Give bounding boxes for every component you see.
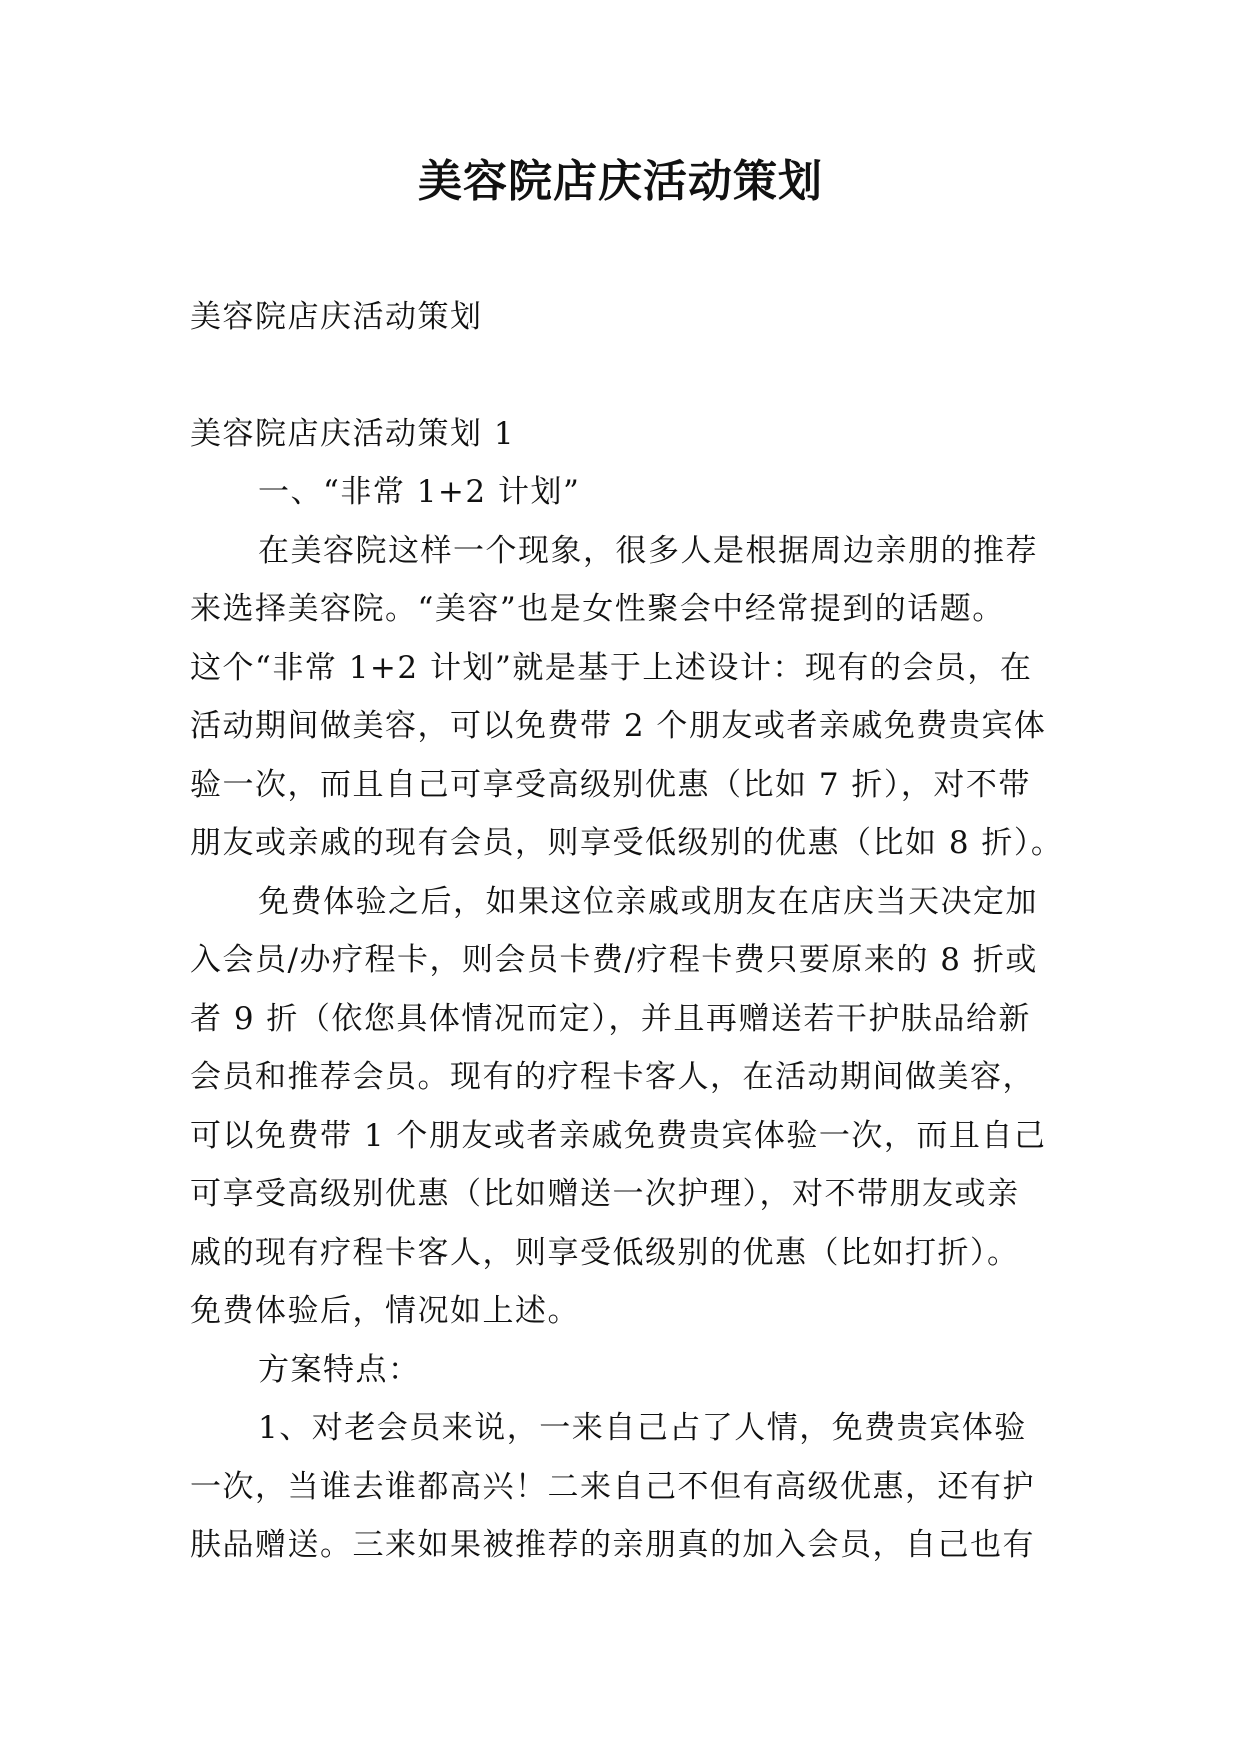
paragraph-line: 可以免费带 1 个朋友或者亲戚免费贵宾体验一次，而且自己 (190, 1117, 1047, 1154)
paragraph-line: 戚的现有疗程卡客人，则享受低级别的优惠（比如打折）。 (190, 1234, 1020, 1271)
paragraph-line: 肤品赠送。三来如果被推荐的亲朋真的加入会员，自己也有 (190, 1527, 1035, 1563)
paragraph-line: 验一次，而且自己可享受高级别优惠（比如 7 折），对不带 (190, 766, 1031, 803)
feature-heading: 方案特点： (258, 1351, 421, 1388)
paragraph-line: 可享受高级别优惠（比如赠送一次护理），对不带朋友或亲 (190, 1176, 1020, 1212)
document-subtitle: 美容院店庆活动策划 (190, 299, 483, 335)
section-title: 美容院店庆活动策划 1 (190, 415, 516, 452)
paragraph-line: 免费体验后，情况如上述。 (190, 1293, 580, 1329)
paragraph-line: 免费体验之后，如果这位亲戚或朋友在店庆当天决定加 (258, 883, 1038, 920)
paragraph-line: 入会员/办疗程卡，则会员卡费/疗程卡费只要原来的 8 折或 (190, 942, 1038, 978)
paragraph-line: 者 9 折（依您具体情况而定），并且再赠送若干护肤品给新 (190, 1000, 1031, 1037)
paragraph-line: 1、对老会员来说，一来自己占了人情，免费贵宾体验 (258, 1410, 1027, 1446)
document-title: 美容院店庆活动策划 (418, 156, 823, 207)
paragraph-line: 会员和推荐会员。现有的疗程卡客人，在活动期间做美容， (190, 1059, 1035, 1095)
paragraph-line: 一次，当谁去谁都高兴！二来自己不但有高级优惠，还有护 (190, 1468, 1035, 1505)
paragraph-line: 这个“非常 1+2 计划”就是基于上述设计：现有的会员，在 (190, 649, 1033, 686)
paragraph-line: 在美容院这样一个现象，很多人是根据周边亲朋的推荐 (258, 532, 1038, 569)
paragraph-line: 来选择美容院。“美容”也是女性聚会中经常提到的话题。 (190, 591, 1005, 627)
paragraph-line: 朋友或亲戚的现有会员，则享受低级别的优惠（比如 8 折）。 (190, 825, 1064, 861)
paragraph-line: 活动期间做美容，可以免费带 2 个朋友或者亲戚免费贵宾体 (190, 708, 1047, 744)
plan-heading: 一、“非常 1+2 计划” (258, 474, 581, 510)
document-body (190, 288, 1064, 1575)
